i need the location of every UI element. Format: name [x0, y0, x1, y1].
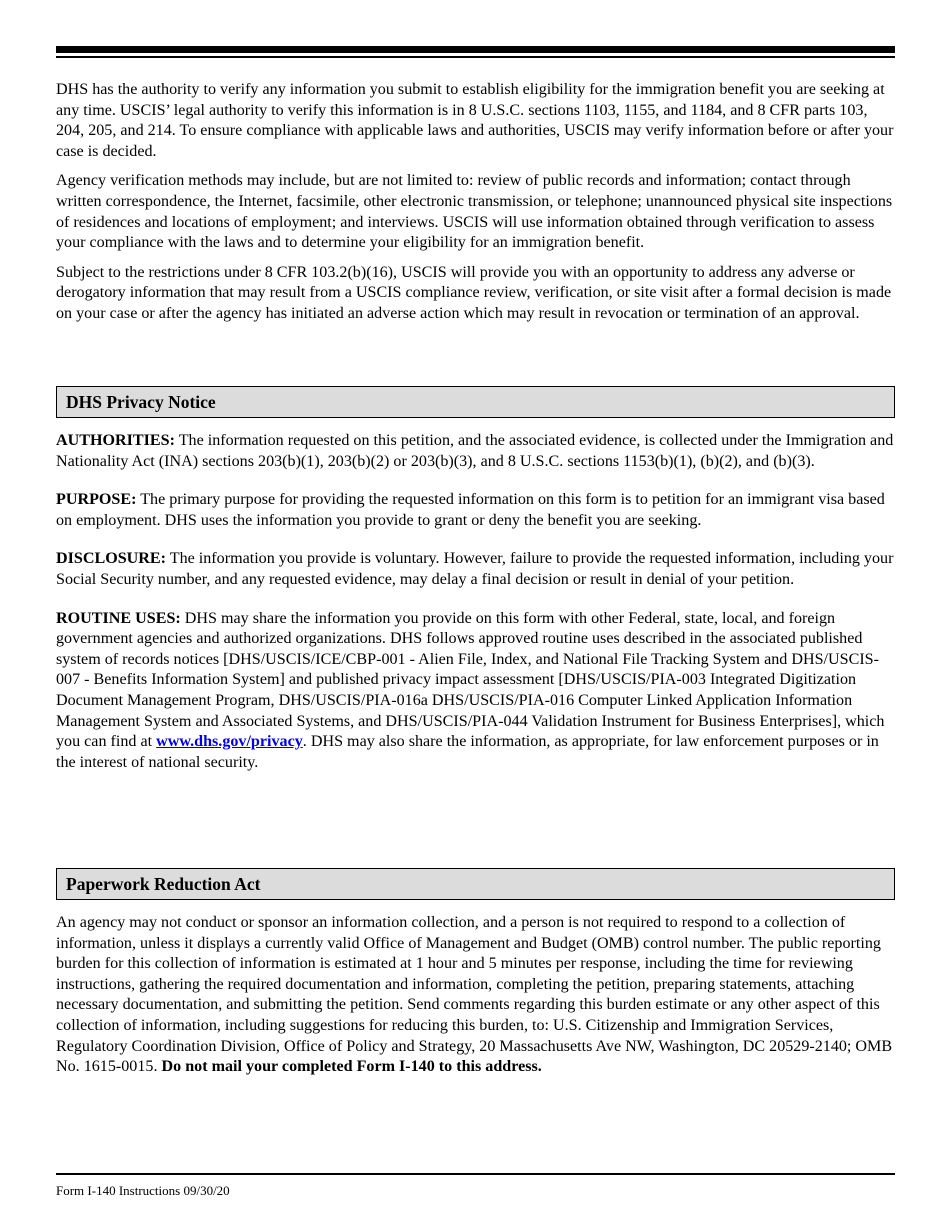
- verification-paragraph-3: Subject to the restrictions under 8 CFR 103.2(b)(16), USCIS will provide you with an opportunity to address any adverse or derogatory information that may result from a USCIS compliance review, verification, or site visit after a formal decision is made on your case or after the agency has initiated an adverse action which may result in revocation or termination of an approval.: [56, 263, 892, 322]
- verification-paragraph-2: Agency verification methods may include, but are not limited to: review of public records and information; contact through written correspondence, the Internet, facsimile, other electronic transmission, or telephone; unannounced physical site inspections of residences and locations of employment; and interviews. USCIS will use information obtained through verification to assess your compliance with the laws and to determine your eligibility for an immigration benefit.: [56, 172, 893, 252]
- disclosure-text: The information you provide is voluntary. However, failure to provide the requested information, including your Social Security number, and any requested evidence, may delay a final decision or result in denial of your petition.: [56, 550, 894, 588]
- paperwork-reduction-heading: Paperwork Reduction Act: [56, 868, 895, 900]
- purpose-label: PURPOSE:: [56, 491, 137, 509]
- routine-uses-label: ROUTINE USES:: [56, 609, 181, 627]
- top-rule-thick: [56, 46, 895, 53]
- purpose-text: The primary purpose for providing the requested information on this form is to petition for an immigrant visa based on employment. DHS uses the information you provide to grant or deny the benefit you are seeking.: [56, 491, 885, 529]
- authorities-label: AUTHORITIES:: [56, 432, 175, 449]
- verification-paragraph-1: DHS has the authority to verify any information you submit to establish eligibility for the immigration benefit you are seeking at any time. USCIS’ legal authority to verify this information is in 8 U.S.C. sections 1103, 1155, and 1184, and 8 CFR parts 103, 204, 205, and 214. To ensure compliance with applicable laws and authorities, USCIS may verify information before or after your case is decided.: [56, 81, 894, 160]
- form-footer: Form I-140 Instructions 09/30/20: [56, 1183, 230, 1198]
- paperwork-reduction-section: [56, 913, 895, 1078]
- routine-uses-text-end: . DHS may also share the information, as appropriate, for law enforcement purposes or in the interest of national security.: [56, 733, 879, 771]
- purpose-paragraph: [56, 490, 895, 531]
- privacy-notice-section: [56, 431, 895, 791]
- dhs-privacy-link[interactable]: www.dhs.gov/privacy: [156, 733, 303, 751]
- authorities-text: The information requested on this petition, and the associated evidence, is collected under the Immigration and Nationality Act (INA) sections 203(b)(1), 203(b)(2) or 203(b)(3), and 8 U.S.C. sections 1153(b)(1), (b)(2), and (b)(3).: [56, 432, 894, 470]
- verification-section: [56, 80, 895, 334]
- top-rule-thin: [56, 56, 895, 58]
- paperwork-reduction-paragraph: [56, 913, 895, 1078]
- privacy-notice-heading: DHS Privacy Notice: [56, 386, 895, 418]
- disclosure-label: DISCLOSURE:: [56, 550, 167, 568]
- paperwork-reduction-text: An agency may not conduct or sponsor an information collection, and a person is not required to respond to a collection of information, unless it displays a currently valid Office of Management and Budget (OMB) control number. The public reporting burden for this collection of information is estimated at 1 hour and 5 minutes per response, including the time for reviewing instructions, gathering the required documentation and information, completing the petition, preparing statements, attaching necessary documentation, and submitting the petition. Send comments regarding this burden estimate or any other aspect of this collection of information, including suggestions for reducing this burden, to: U.S. Citizenship and Immigration Services, Regulatory Coordination Division, Office of Policy and Strategy, 20 Massachusetts Ave NW, Washington, DC 20529-2140; OMB No. 1615-0015.: [56, 914, 893, 1076]
- disclosure-paragraph: [56, 549, 895, 590]
- routine-uses-text: DHS may share the information you provide on this form with other Federal, state, local, and foreign government agencies and authorized organizations. DHS follows approved routine uses described in the associated published system of records notices [DHS/USCIS/ICE/CBP-001 - Alien File, Index, and National File Tracking System and DHS/USCIS-007 - Benefits Information System] and published privacy impact assessment [DHS/USCIS/PIA-003 Integrated Digitization Document Management Program, DHS/USCIS/PIA-016a DHS/USCIS/PIA-016 Computer Linked Application Information Management System and Associated Systems, and DHS/USCIS/PIA-044 Validation Instrument for Business Enterprises], which you can find at: [56, 609, 885, 751]
- routine-uses-paragraph: [56, 609, 895, 774]
- footer-rule: [56, 1173, 895, 1175]
- do-not-mail-notice: Do not mail your completed Form I-140 to this address.: [161, 1058, 542, 1076]
- authorities-paragraph: [56, 431, 895, 472]
